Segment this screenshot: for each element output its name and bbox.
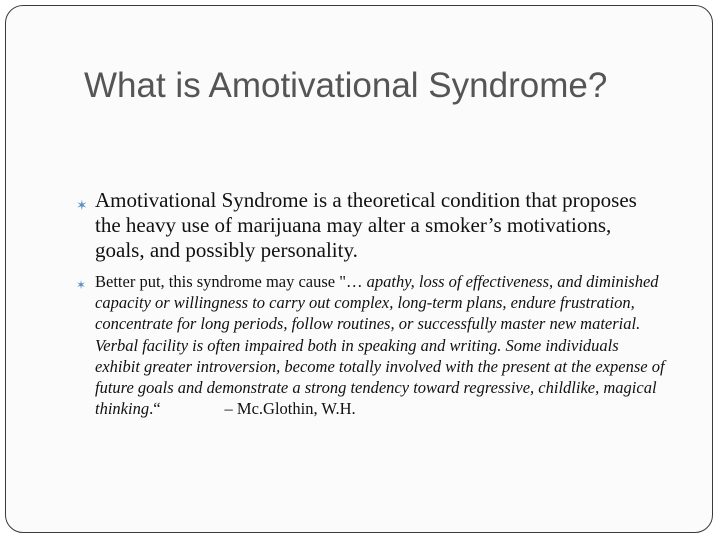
bullet-marker-icon: ✶ <box>76 199 88 214</box>
quote-close: .“ <box>149 399 161 419</box>
bullet-definition-text: Amotivational Syndrome is a theoretical condition that proposes the heavy use of marijuana may alter a smoker’s motivations, goals, and possibly personality. <box>95 188 637 262</box>
quote-body: apathy, loss of effectiveness, and diminished capacity or willingness to carry out complex, long-term plans, endure frustration, concentrate for long periods, follow routines, or successfully master new material. Verbal facility is often impaired both in speaking and writing. Some individuals exhibit greater introversion, become totally involved with the present at the expense of future goals and demonstrate a strong tendency toward regressive, childlike, magical thinking <box>95 272 665 419</box>
bullet-quote <box>76 271 666 419</box>
quote-lead: Better put, this syndrome may cause "… <box>95 272 367 291</box>
slide-title: What is Amotivational Syndrome? <box>84 66 608 105</box>
slide <box>5 5 713 533</box>
bullet-definition <box>76 188 666 263</box>
bullet-marker-icon: ✶ <box>76 278 87 292</box>
bullet-quote-text <box>76 271 666 419</box>
quote-attribution: – Mc.Glothin, W.H. <box>224 399 356 419</box>
